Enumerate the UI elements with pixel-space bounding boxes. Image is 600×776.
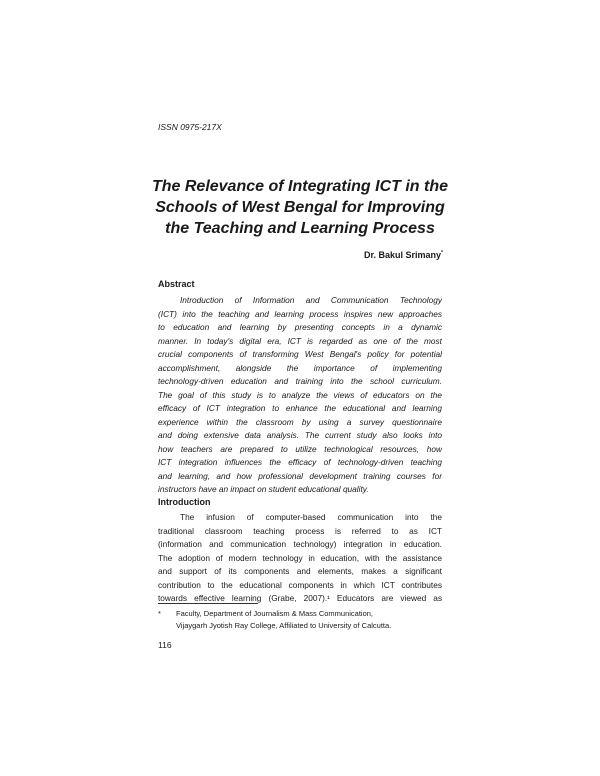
title-line: The Relevance of Integrating ICT in the <box>151 178 449 195</box>
author-name: Dr. Bakul Srimany <box>364 250 442 260</box>
abstract-line: accomplishment, alongside the importance of implementing <box>158 362 442 373</box>
introduction-line: (information and communication technology) integration in education. <box>158 539 442 549</box>
abstract-body <box>158 294 442 497</box>
abstract-line: efficacy of ICT integration to enhance the educational and learning <box>158 403 442 413</box>
abstract-line: and doing extensive data analysis. The current study also looks into <box>158 430 442 440</box>
abstract-line: Introduction of Information and Communication Technology <box>180 295 442 305</box>
abstract-line: how teachers are prepared to utilize technological resources, how <box>158 443 442 454</box>
footnote-mark: * <box>158 609 161 618</box>
abstract-line: (ICT) into the teaching and learning process inspires new approaches <box>158 308 442 319</box>
abstract-line: to education and learning by presenting concepts in a dynamic <box>158 322 442 332</box>
abstract-line: technology-driven education and training into the school curriculum. <box>158 376 442 386</box>
introduction-line: contribution to the educational components in which ICT contributes <box>158 579 442 590</box>
abstract-line: experience within the classroom by using a survey questionnaire <box>158 416 442 427</box>
author <box>364 250 443 260</box>
introduction-line: The infusion of computer-based communication into the <box>180 512 442 522</box>
abstract-line: instructors have an impact on student educational quality. <box>158 484 369 494</box>
introduction-heading: Introduction <box>158 497 211 507</box>
author-footnote-mark: * <box>441 250 443 256</box>
introduction-line: towards effective learning (Grabe, 2007).¹ Educators are viewed as <box>158 593 442 603</box>
abstract-heading: Abstract <box>158 279 195 289</box>
issn: ISSN 0975-217X <box>158 122 222 132</box>
abstract-line: ICT integration influences the efficacy of technology-driven teaching <box>158 457 442 467</box>
footnote-line: Vijaygarh Jyotish Ray College, Affiliated to University of Calcutta. <box>176 621 392 630</box>
abstract-line: crucial components of transforming West Bengal's policy for potential <box>158 349 442 359</box>
footnote-line: Faculty, Department of Journalism & Mass Communication, <box>176 609 374 618</box>
introduction-line: and support of its components and elements, makes a significant <box>158 566 442 576</box>
title-line: the Teaching and Learning Process <box>165 220 435 237</box>
abstract-line: The goal of this study is to analyze the views of educators on the <box>158 389 442 400</box>
introduction-line: traditional classroom teaching process is referred to as ICT <box>158 525 442 536</box>
title-line: Schools of West Bengal for Improving <box>155 199 445 216</box>
introduction-line: The adoption of modern technology in education, with the assistance <box>158 552 442 563</box>
footnote-rule <box>158 603 258 604</box>
page-number: 116 <box>158 640 172 650</box>
paper-title <box>150 176 450 239</box>
abstract-line: and learning, and how professional development training courses for <box>158 470 442 481</box>
abstract-line: manner. In today's digital era, ICT is regarded as one of the most <box>158 335 442 346</box>
introduction-body <box>158 511 442 606</box>
